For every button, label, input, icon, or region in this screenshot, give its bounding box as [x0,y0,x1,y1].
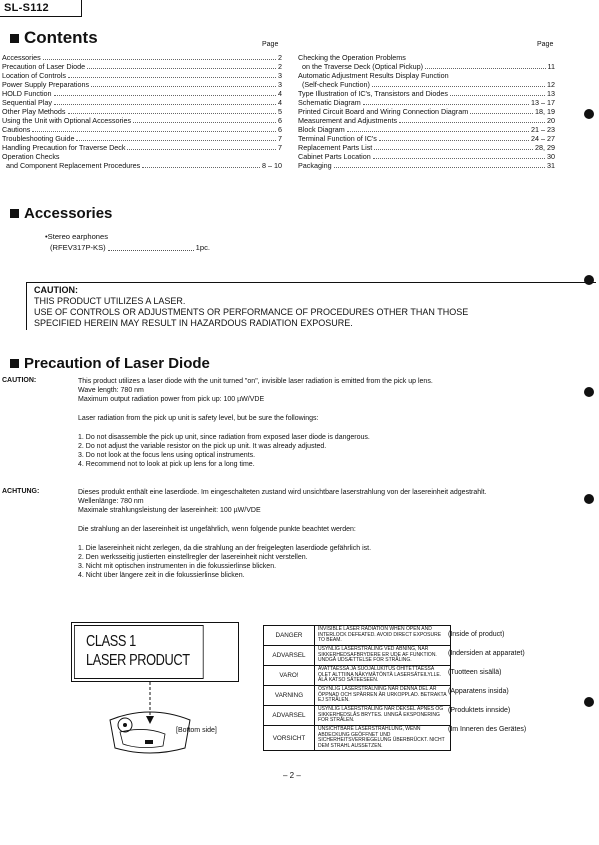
leader-dots [43,53,276,60]
toc-entry [298,62,555,71]
bottom-side-label: [Bottom side] [176,727,217,734]
toc-entry [2,161,282,170]
leader-dots [62,152,280,159]
toc-left-column [2,53,282,170]
toc-entry [298,71,555,80]
caution-line: USE OF CONTROLS OR ADJUSTMENTS OR PERFORMANCE OF PROCEDURES OTHER THAN THOSE [34,307,469,317]
toc-entry [298,161,555,170]
leader-dots [373,152,545,159]
paragraph: This product utilizes a laser diode with the unit turned "on", invisible laser radiation is emitted from the pick up lens. [78,378,433,385]
warning-keyword: VORSICHT [264,726,315,751]
toc-entry-page: 4 [278,98,282,107]
warning-row [264,646,451,666]
toc-entry-title: Precaution of Laser Diode [2,62,86,71]
paragraph: Die strahlung an der lasereinheit ist ungefährlich, wenn folgende punkte beachtet werden: [78,526,356,533]
warning-keyword: VARO! [264,666,315,686]
leader-dots [68,71,276,78]
warning-message: INVISIBLE LASER RADIATION WHEN OPEN AND INTERLOCK DEFEATED. AVOID DIRECT EXPOSURE TO BEAM. [315,626,451,646]
toc-entry-title: Automatic Adjustment Results Display Function [298,71,449,80]
square-bullet-icon [10,209,19,218]
paragraph: Maximale strahlungsleistung der lasereinheit: 100 µW/VDE [78,507,261,514]
toc-entry [2,116,282,125]
leader-dots [68,107,276,114]
list-item: 4. Recommend not to look at pick up lens for a long time. [78,461,255,468]
toc-entry-page: 18, 19 [535,107,555,116]
accessory-part [50,243,210,253]
leader-dots [108,243,194,251]
toc-entry [2,125,282,134]
leader-dots [408,53,553,60]
toc-entry-page: 4 [278,89,282,98]
warning-message: USYNLIG LASERSTRÅLING NÅR DEKSEL ÅPNES OG SIKKERHEDSLÅS BRYTES. UNNGÅ EKSPONERING FOR STRÅLEN. [315,706,451,726]
header-rule [81,0,82,16]
caution-label: CAUTION: [2,377,37,384]
toc-entry-title: Location of Controls [2,71,66,80]
leader-dots [470,107,533,114]
warning-message: OSYNLIG LASERSTRÅLNING NÄR DENNA DEL ÄR ÖPPNAD OCH SPÄRREN ÄR URKOPPLAD. BETRAKTA EJ STRÅLEN. [315,686,451,706]
toc-entry-page: 13 – 17 [531,98,555,107]
leader-dots [379,134,529,141]
toc-entry [298,143,555,152]
warning-location: (Apparatens insida) [448,688,509,695]
leader-dots [425,62,546,69]
page-column-label: Page [262,41,279,48]
list-item: 3. Nicht mit optischen instrumenten in die fokussierlinse blicken. [78,563,277,570]
warning-location: (Im Inneren des Gerätes) [448,726,527,733]
toc-entry-page: 5 [278,107,282,116]
paragraph: Wellenlänge: 780 nm [78,498,144,505]
toc-entry-title: Block Diagram [298,125,345,134]
toc-entry-page: 21 – 23 [531,125,555,134]
square-bullet-icon [10,359,19,368]
toc-entry-page: 3 [278,71,282,80]
toc-entry-page: 20 [547,116,555,125]
toc-entry [2,80,282,89]
paragraph: Laser radiation from the pick up unit is safety level, but be sure the followings: [78,415,319,422]
leader-dots [127,143,276,150]
leader-dots [399,116,545,123]
registration-mark-icon [584,494,594,504]
list-item: 2. Do not adjust the variable resistor on the pick up unit. It was already adjusted. [78,443,327,450]
toc-entry [298,107,555,116]
toc-entry-title: Handling Precaution for Traverse Deck [2,143,126,152]
page-number: – 2 – [283,771,301,780]
toc-entry [298,80,555,89]
leader-dots [372,80,545,87]
toc-entry-page: 6 [278,125,282,134]
toc-entry-title: and Component Replacement Procedures [2,161,141,170]
toc-entry [2,98,282,107]
laser-heading [10,355,210,372]
toc-entry-page: 3 [278,80,282,89]
model-number: SL-S112 [4,2,49,14]
toc-entry-title: Checking the Operation Problems [298,53,406,62]
toc-entry-title: Other Play Methods [2,107,66,116]
laser-title: Precaution of Laser Diode [24,355,210,372]
laser-warning-label [263,625,451,751]
caution-line: SPECIFIED HEREIN MAY RESULT IN HAZARDOUS RADIATION EXPOSURE. [34,318,353,328]
warning-row [264,726,451,751]
laser-caution-box [26,282,596,330]
list-item: 2. Den werksseitig justierten einstellregler der lasereinheit nicht verstellen. [78,554,308,561]
toc-entry-title: Operation Checks [2,152,60,161]
warning-location: (Inside of product) [448,631,505,638]
warning-location: (Indersiden at apparatet) [448,650,525,657]
toc-entry [2,143,282,152]
class1-label [71,622,239,682]
toc-entry-title: Packaging [298,161,332,170]
leader-dots [451,71,553,78]
leader-dots [32,125,276,132]
toc-entry-title: Cabinet Parts Location [298,152,371,161]
label-locations [448,625,526,739]
achtung-label: ACHTUNG: [2,488,40,495]
toc-entry-title: Printed Circuit Board and Wiring Connection Diagram [298,107,469,116]
german-caution-text [78,488,593,580]
toc-entry [298,98,555,107]
warning-keyword: ADVARSEL [264,646,315,666]
leader-dots [334,161,545,168]
toc-entry-title: Replacement Parts List [298,143,373,152]
leader-dots [91,80,276,87]
leader-dots [374,143,533,150]
warning-message: UNSICHTBARE LASERSTRAHLUNG, WENN ABDECKUNG GEÖFFNET UND SICHERHEITSVERRIEGELUNG ÜBERBRÜCKT. NICHT DEM STRAHL AUSSETZEN. [315,726,451,751]
toc-entry [298,53,555,62]
toc-entry-page: 2 [278,62,282,71]
toc-entry-title: Cautions [2,125,31,134]
toc-entry [298,152,555,161]
toc-entry [298,134,555,143]
caution-title: CAUTION: [34,285,78,295]
toc-entry-title: Power Supply Preparations [2,80,90,89]
warning-keyword: VARNING [264,686,315,706]
paragraph: Dieses produkt enthält eine laserdiode. Im eingeschalteten zustand wird unsichtbare laserstrahlung von der lasereinheit adgestrahlt. [78,489,487,496]
warning-location: (Tuotteen sisällä) [448,669,502,676]
warning-keyword: ADVARSEL [264,706,315,726]
accessories-heading [10,205,112,222]
toc-entry-title: on the Traverse Deck (Optical Pickup) [298,62,424,71]
list-item: 1. Die lasereinheit nicht zerlegen, da die strahlung an der freigelegten laserdiode gefährlich ist. [78,545,372,552]
toc-entry-title: Terminal Function of IC's [298,134,377,143]
warning-location: (Produktets innside) [448,707,511,714]
toc-entry [298,116,555,125]
english-caution-text [78,377,588,469]
warning-message: AVATTAESSA JA SUOJALUKITUS OHITETTAESSA OLET ALTTIINA NÄKYMÄTÖNTÄ LASERSÄTEILYLLE. ÄLÄ KATSO SÄTEESEEN. [315,666,451,686]
registration-mark-icon [584,109,594,119]
toc-entry-page: 30 [547,152,555,161]
toc-entry-title: HOLD Function [2,89,52,98]
registration-mark-icon [584,275,594,285]
toc-entry-title: Accessories [2,53,41,62]
toc-entry [298,89,555,98]
toc-entry [2,152,282,161]
toc-entry [2,107,282,116]
warning-row [264,706,451,726]
paragraph: Wave length: 780 nm [78,387,144,394]
toc-right-column [298,53,555,170]
accessory-quantity: 1pc. [195,243,210,252]
caution-line: THIS PRODUCT UTILIZES A LASER. [34,296,186,306]
toc-entry-title: Sequential Play [2,98,52,107]
warning-row [264,686,451,706]
warning-row [264,666,451,686]
accessory-item: •Stereo earphones [45,232,109,241]
toc-entry-title: Schematic Diagram [298,98,361,107]
leader-dots [87,62,276,69]
toc-entry-page: 7 [278,143,282,152]
toc-entry [2,134,282,143]
toc-entry [298,125,555,134]
toc-entry-title: Type Illustration of IC's, Transistors and Diodes [298,89,448,98]
leader-dots [54,89,276,96]
contents-heading [10,28,98,48]
bottom-side-illustration [105,680,195,762]
toc-entry-page: 6 [278,116,282,125]
class-label-line: CLASS 1 [86,633,136,650]
list-item: 3. Do not look at the focus lens using optical instruments. [78,452,256,459]
toc-entry [2,71,282,80]
toc-entry-page: 2 [278,53,282,62]
list-item: 4. Nicht über längere zeit in die fokussierlinse blicken. [78,572,245,579]
class-label-line: LASER PRODUCT [86,652,190,669]
toc-entry-page: 12 [547,80,555,89]
toc-entry-page: 28, 29 [535,143,555,152]
header-rule [0,16,82,17]
accessory-part-number: (RFEV317P-KS) [50,243,106,252]
registration-mark-icon [584,387,594,397]
page-column-label: Page [537,41,554,48]
leader-dots [54,98,276,105]
warning-keyword: DANGER [264,626,315,646]
toc-entry-title: Measurement and Adjustments [298,116,398,125]
warning-message: USYNLIG LASERSTRÅLING VED ÅBNING, NÅR SIKKERHEDSAFBRYDERE ER UDE AF FUNKTION. UNDGÅ UDSÆTTELSE FOR STRÅLING. [315,646,451,666]
accessories-title: Accessories [24,205,113,222]
leader-dots [347,125,529,132]
toc-entry-page: 7 [278,134,282,143]
toc-entry-page: 11 [547,62,555,71]
toc-entry [2,62,282,71]
toc-entry-title: Using the Unit with Optional Accessories [2,116,132,125]
toc-entry [2,89,282,98]
leader-dots [450,89,545,96]
warning-row [264,626,451,646]
leader-dots [142,161,260,168]
toc-entry-page: 24 – 27 [531,134,555,143]
list-item: 1. Do not disassemble the pick up unit, since radiation from exposed laser diode is dangerous. [78,434,370,441]
toc-entry [2,53,282,62]
leader-dots [363,98,529,105]
registration-mark-icon [584,697,594,707]
toc-entry-title: Troubleshooting Guide [2,134,75,143]
leader-dots [133,116,276,123]
toc-entry-page: 8 – 10 [262,161,282,170]
toc-entry-page: 13 [547,89,555,98]
paragraph: Maximum output radiation power from pick up: 100 µW/VDE [78,396,265,403]
contents-title: Contents [24,28,98,47]
leader-dots [76,134,276,141]
toc-entry-title: (Self-check Function) [298,80,370,89]
toc-entry-page: 31 [547,161,555,170]
square-bullet-icon [10,34,19,43]
